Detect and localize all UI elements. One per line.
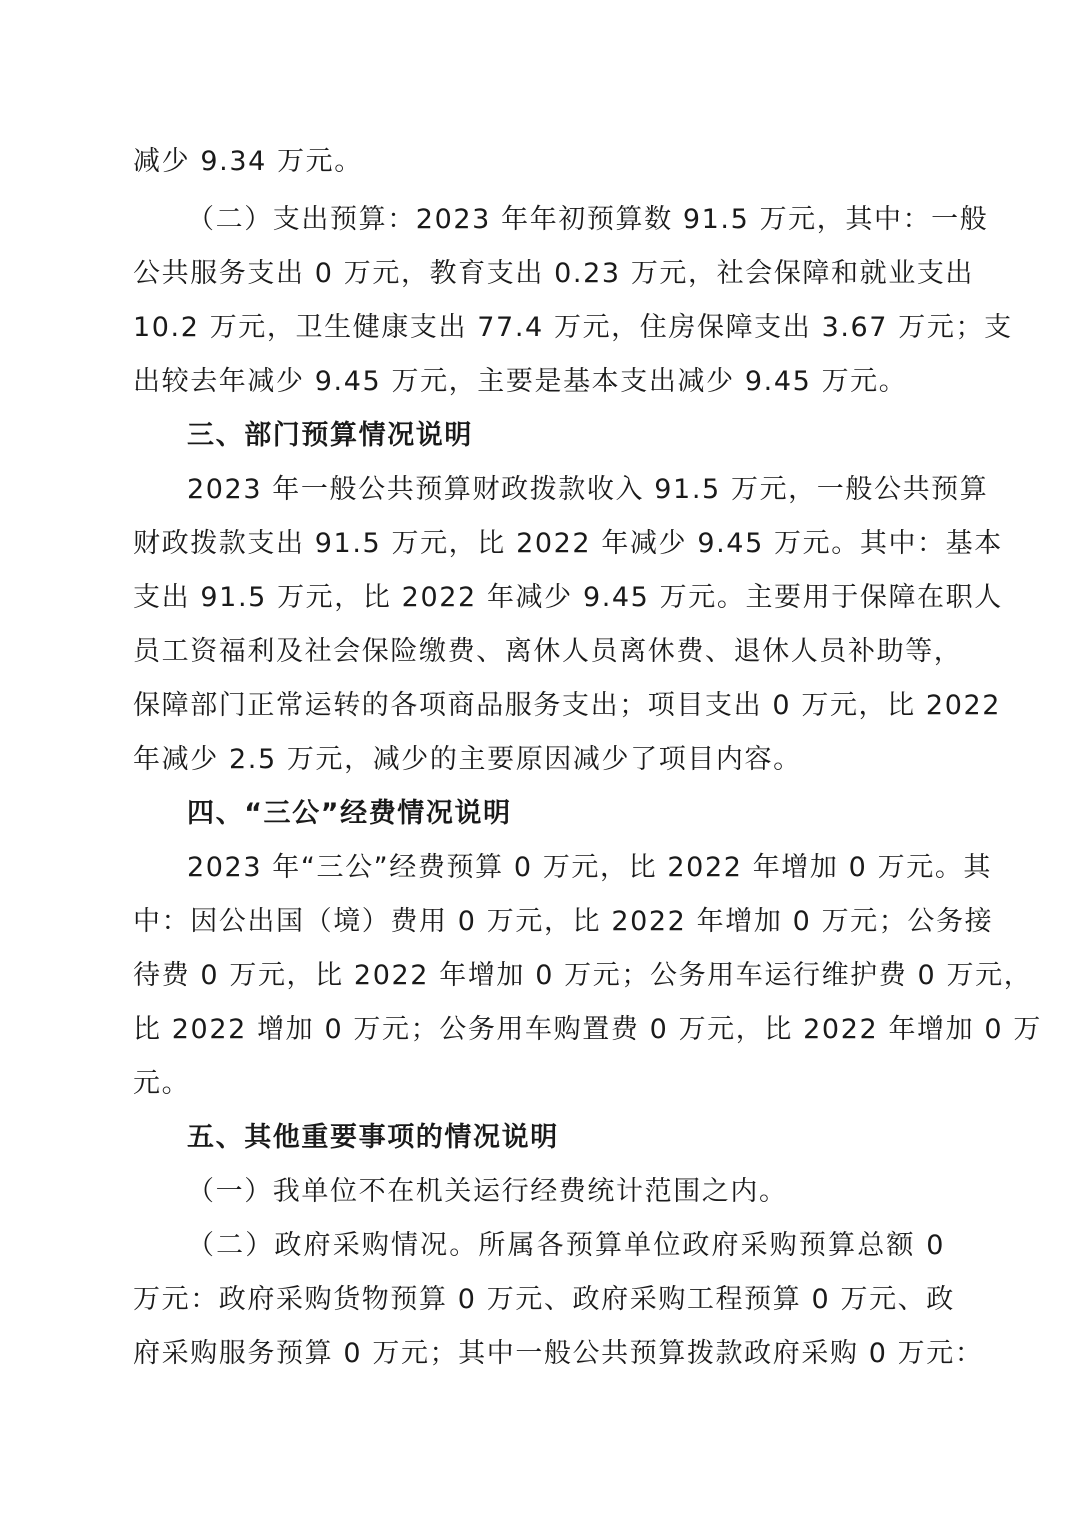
paragraph-line: 支出 91.5 万元，比 2022 年减少 9.45 万元。主要用于保障在职人 <box>133 582 1003 613</box>
section-heading: 四、“三公”经费情况说明 <box>187 798 512 829</box>
section-heading: 三、部门预算情况说明 <box>187 420 473 451</box>
paragraph-line: 保障部门正常运转的各项商品服务支出；项目支出 0 万元，比 2022 <box>133 690 1002 721</box>
paragraph-line: 比 2022 增加 0 万元；公务用车购置费 0 万元，比 2022 年增加 0 万 <box>133 1014 1042 1045</box>
paragraph-line: 财政拨款支出 91.5 万元，比 2022 年减少 9.45 万元。其中：基本 <box>133 528 1003 559</box>
paragraph-line: 中：因公出国（境）费用 0 万元，比 2022 年增加 0 万元；公务接 <box>133 906 994 937</box>
paragraph-line: 2023 年一般公共预算财政拨款收入 91.5 万元，一般公共预算 <box>187 474 989 505</box>
paragraph-line: （一）我单位不在机关运行经费统计范围之内。 <box>187 1176 788 1207</box>
paragraph-line: 公共服务支出 0 万元，教育支出 0.23 万元，社会保障和就业支出 <box>133 258 975 289</box>
paragraph-line: 10.2 万元，卫生健康支出 77.4 万元，住房保障支出 3.67 万元；支 <box>133 312 1013 343</box>
paragraph-line: 待费 0 万元，比 2022 年增加 0 万元；公务用车运行维护费 0 万元， <box>133 960 1033 991</box>
paragraph-line: 年减少 2.5 万元，减少的主要原因减少了项目内容。 <box>133 744 802 775</box>
paragraph-line: 万元：政府采购货物预算 0 万元、政府采购工程预算 0 万元、政 <box>133 1284 955 1315</box>
paragraph-line: （二）支出预算：2023 年年初预算数 91.5 万元，其中：一般 <box>187 204 989 235</box>
paragraph-line: （二）政府采购情况。所属各预算单位政府采购预算总额 0 <box>187 1230 945 1261</box>
paragraph-line: 2023 年“三公”经费预算 0 万元，比 2022 年增加 0 万元。其 <box>187 852 993 883</box>
paragraph-line: 府采购服务预算 0 万元；其中一般公共预算拨款政府采购 0 万元： <box>133 1338 984 1369</box>
paragraph-line: 减少 9.34 万元。 <box>133 146 363 177</box>
section-heading: 五、其他重要事项的情况说明 <box>187 1122 559 1153</box>
paragraph-line: 员工资福利及社会保险缴费、离休人员离休费、退休人员补助等， <box>133 636 963 667</box>
paragraph-line: 元。 <box>133 1068 191 1099</box>
paragraph-line: 出较去年减少 9.45 万元，主要是基本支出减少 9.45 万元。 <box>133 366 908 397</box>
